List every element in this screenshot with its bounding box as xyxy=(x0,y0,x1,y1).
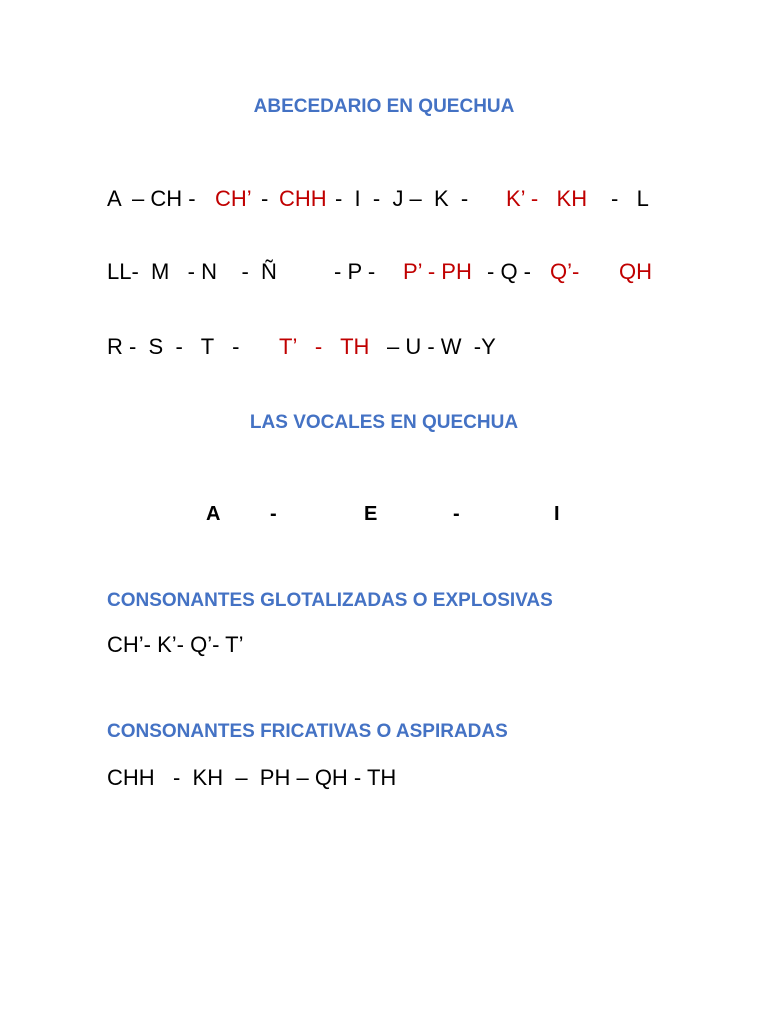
vowel-separator: - xyxy=(270,503,277,525)
vowel: E xyxy=(364,503,378,525)
alphabet-token: – CH - xyxy=(132,186,196,211)
alphabet-line-2 xyxy=(107,257,667,287)
alphabet-token: LL- M - N - Ñ xyxy=(107,259,277,284)
page-title: ABECEDARIO EN QUECHUA xyxy=(253,96,515,117)
alphabet-token-highlight: K’ - KH xyxy=(506,186,588,211)
alphabet-token: - L xyxy=(611,186,649,211)
alphabet-token: – U - W -Y xyxy=(387,334,496,359)
alphabet-line-1 xyxy=(107,184,667,214)
alphabet-token: - Q - xyxy=(487,259,531,284)
alphabet-token-highlight: T’ - TH xyxy=(279,334,370,359)
alphabet-token: R - S - T - xyxy=(107,334,240,359)
alphabet-token: - xyxy=(261,186,269,211)
vowel-separator: - xyxy=(453,503,460,525)
alphabet-line-3 xyxy=(107,332,667,362)
alphabet-token-highlight: CHH xyxy=(279,186,327,211)
alphabet-token: A xyxy=(107,186,122,211)
glottalized-list: CH’- K’- Q’- T’ xyxy=(107,632,244,657)
alphabet-token: - P - xyxy=(334,259,376,284)
vowels-title: LAS VOCALES EN QUECHUA xyxy=(249,412,519,433)
fricative-list: CHH - KH – PH – QH - TH xyxy=(107,765,397,790)
vowel: A xyxy=(206,503,221,525)
alphabet-token-highlight: Q’- xyxy=(550,259,580,284)
fricative-title: CONSONANTES FRICATIVAS O ASPIRADAS xyxy=(107,721,508,742)
alphabet-token: - I - J – K - xyxy=(335,186,469,211)
vowels-line xyxy=(0,500,768,528)
alphabet-token-highlight: CH’ xyxy=(215,186,252,211)
glottalized-title: CONSONANTES GLOTALIZADAS O EXPLOSIVAS xyxy=(107,590,553,611)
alphabet-token-highlight: QH xyxy=(619,259,652,284)
vowel: I xyxy=(554,503,560,525)
alphabet-token-highlight: P’ - PH xyxy=(403,259,472,284)
